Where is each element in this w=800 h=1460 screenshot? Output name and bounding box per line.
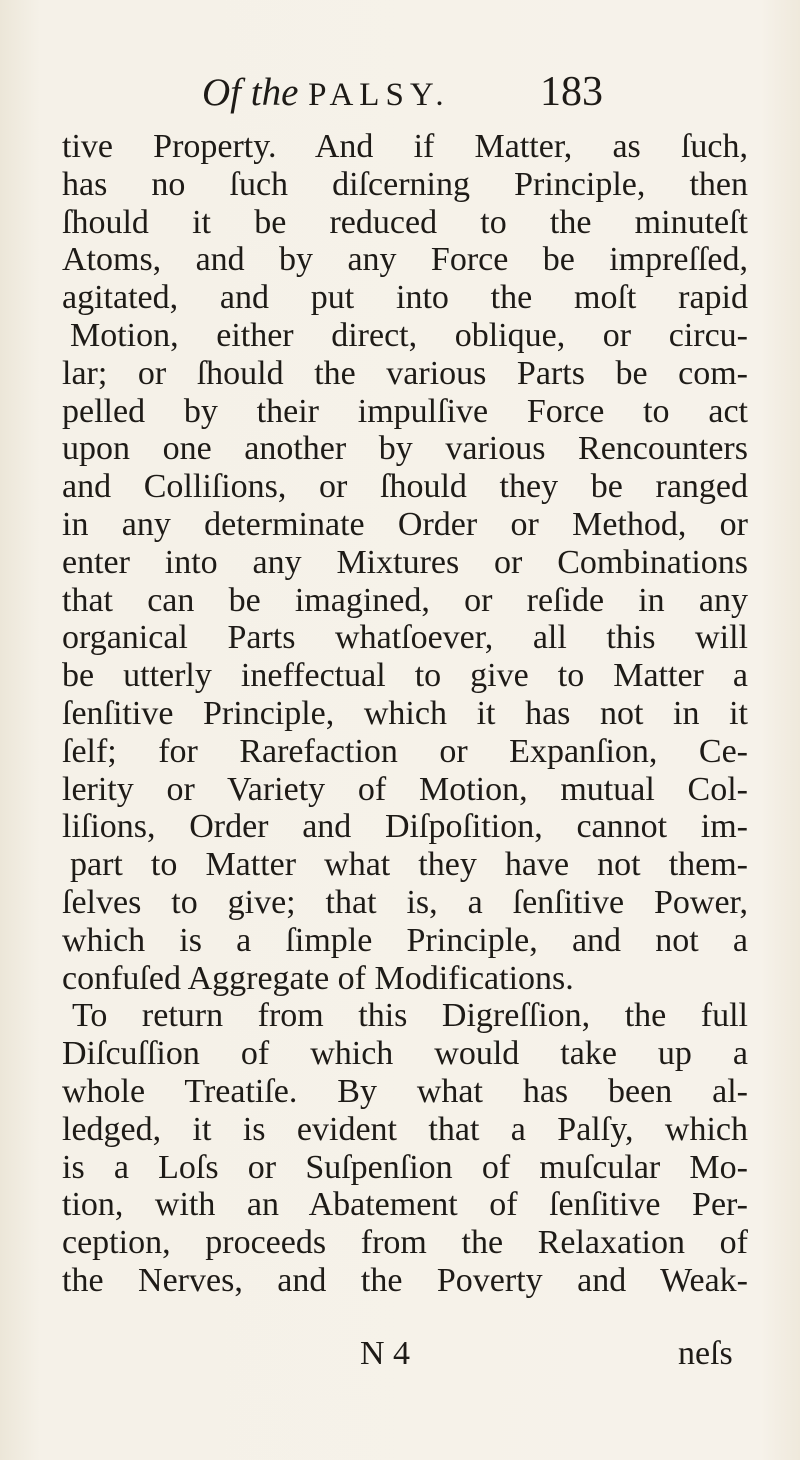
text-line: enter into any Mixtures or Combinations bbox=[62, 543, 748, 581]
text-line: that can be imagined, or reſide in any bbox=[62, 581, 748, 619]
text-line: in any determinate Order or Method, or bbox=[62, 505, 748, 543]
running-head bbox=[202, 70, 450, 115]
text-line: is a Loſs or Suſpenſion of muſcular Mo- bbox=[62, 1148, 748, 1186]
text-line: Atoms, and by any Force be impreſſed, bbox=[62, 241, 748, 279]
text-line: ledged, it is evident that a Palſy, which bbox=[62, 1110, 748, 1148]
text-line: which is a ſimple Principle, and not a bbox=[62, 921, 748, 959]
text-line: ſelf; for Rarefaction or Expanſion, Ce- bbox=[62, 732, 748, 770]
text-line: pelled by their impulſive Force to act bbox=[62, 392, 748, 430]
text-line: ſhould it be reduced to the minuteſt bbox=[62, 203, 748, 241]
text-line: tive Property. And if Matter, as ſuch, bbox=[62, 128, 748, 165]
catchword: neſs bbox=[678, 1335, 733, 1372]
text-line: tion, with an Abatement of ſenſitive Per- bbox=[62, 1186, 748, 1224]
body-text bbox=[62, 128, 748, 1300]
text-line: lerity or Variety of Motion, mutual Col- bbox=[62, 770, 748, 808]
text-line: part to Matter what they have not them- bbox=[70, 846, 748, 884]
page-footer bbox=[0, 1335, 800, 1380]
text-line: ſenſitive Principle, which it has not in it bbox=[62, 694, 748, 732]
text-line: be utterly ineffectual to give to Matter a bbox=[62, 657, 748, 695]
text-line: upon one another by various Rencounters bbox=[62, 430, 748, 468]
text-line: the Nerves, and the Poverty and Weak- bbox=[62, 1261, 748, 1299]
page-number: 183 bbox=[540, 69, 603, 115]
text-line: liſions, Order and Diſpoſition, cannot im- bbox=[62, 808, 748, 846]
text-line: ception, proceeds from the Relaxation of bbox=[62, 1224, 748, 1262]
text-line: agitated, and put into the moſt rapid bbox=[62, 279, 748, 317]
signature-mark: N 4 bbox=[360, 1335, 411, 1372]
text-line: lar; or ſhould the various Parts be com- bbox=[62, 354, 748, 392]
text-line: whole Treatiſe. By what has been al- bbox=[62, 1072, 748, 1110]
text-line: To return from this Digreſſion, the full bbox=[72, 997, 748, 1035]
text-line: and Colliſions, or ſhould they be ranged bbox=[62, 468, 748, 506]
text-line: Diſcuſſion of which would take up a bbox=[62, 1035, 748, 1073]
running-head-title: PALSY. bbox=[308, 77, 450, 113]
text-line: organical Parts whatſoever, all this will bbox=[62, 619, 748, 657]
text-line: ſelves to give; that is, a ſenſitive Power, bbox=[62, 883, 748, 921]
running-head-prefix: Of the bbox=[202, 71, 299, 114]
page-header bbox=[0, 62, 800, 122]
text-line: Motion, either direct, oblique, or circu- bbox=[70, 316, 748, 354]
text-line: confuſed Aggregate of Modifications. bbox=[62, 959, 574, 997]
text-line: has no ſuch diſcerning Principle, then bbox=[62, 165, 748, 203]
